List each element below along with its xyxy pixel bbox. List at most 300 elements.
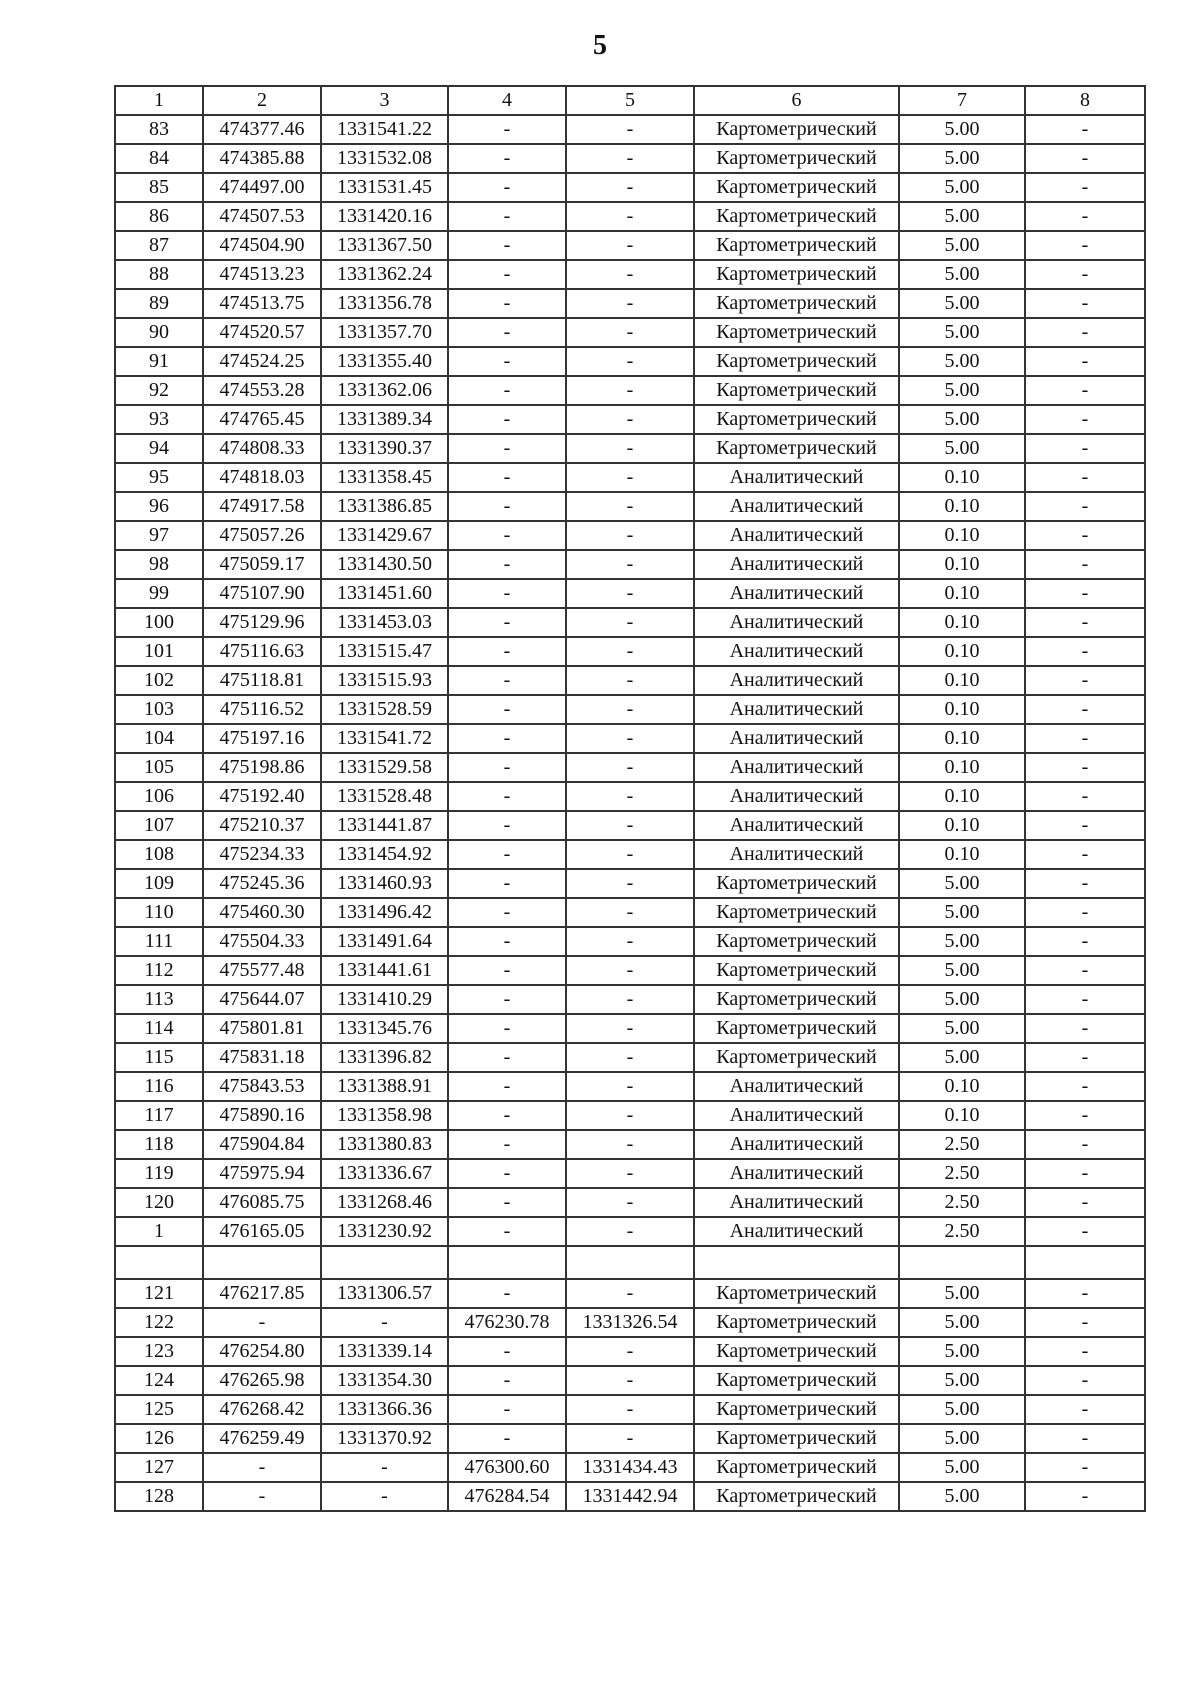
- table-row: [115, 956, 1145, 985]
- x-coordinate-alt-cell: -: [448, 144, 566, 173]
- x-coordinate-alt-cell: -: [448, 840, 566, 869]
- y-coordinate-cell: 1331306.57: [321, 1279, 448, 1308]
- note-cell: -: [1025, 840, 1145, 869]
- x-coordinate-cell: 476259.49: [203, 1424, 321, 1453]
- accuracy-cell: 5.00: [899, 1279, 1025, 1308]
- x-coordinate-cell: 475059.17: [203, 550, 321, 579]
- note-cell: -: [1025, 1366, 1145, 1395]
- y-coordinate-cell: 1331528.48: [321, 782, 448, 811]
- accuracy-cell: 5.00: [899, 956, 1025, 985]
- table-row: [115, 608, 1145, 637]
- accuracy-cell: 5.00: [899, 1453, 1025, 1482]
- x-coordinate-alt-cell: -: [448, 347, 566, 376]
- point-number-cell: 93: [115, 405, 203, 434]
- x-coordinate-alt-cell: [448, 1246, 566, 1279]
- x-coordinate-alt-cell: -: [448, 1366, 566, 1395]
- method-cell: Аналитический: [694, 550, 899, 579]
- x-coordinate-alt-cell: -: [448, 1188, 566, 1217]
- column-header: 6: [694, 86, 899, 115]
- accuracy-cell: 5.00: [899, 289, 1025, 318]
- table-row: [115, 231, 1145, 260]
- x-coordinate-cell: -: [203, 1482, 321, 1511]
- y-coordinate-alt-cell: -: [566, 956, 694, 985]
- method-cell: Аналитический: [694, 840, 899, 869]
- method-cell: Картометрический: [694, 1279, 899, 1308]
- accuracy-cell: 5.00: [899, 1482, 1025, 1511]
- note-cell: [1025, 1246, 1145, 1279]
- x-coordinate-cell: 474504.90: [203, 231, 321, 260]
- note-cell: -: [1025, 231, 1145, 260]
- y-coordinate-cell: 1331362.06: [321, 376, 448, 405]
- table-row: [115, 1424, 1145, 1453]
- point-number-cell: 92: [115, 376, 203, 405]
- note-cell: -: [1025, 724, 1145, 753]
- x-coordinate-alt-cell: -: [448, 202, 566, 231]
- x-coordinate-alt-cell: -: [448, 521, 566, 550]
- column-header: 4: [448, 86, 566, 115]
- method-cell: Картометрический: [694, 1424, 899, 1453]
- point-number-cell: 127: [115, 1453, 203, 1482]
- x-coordinate-cell: 475975.94: [203, 1159, 321, 1188]
- note-cell: -: [1025, 1424, 1145, 1453]
- x-coordinate-alt-cell: -: [448, 1395, 566, 1424]
- accuracy-cell: 5.00: [899, 347, 1025, 376]
- table-row: [115, 1366, 1145, 1395]
- accuracy-cell: 5.00: [899, 1308, 1025, 1337]
- point-number-cell: 119: [115, 1159, 203, 1188]
- point-number-cell: 87: [115, 231, 203, 260]
- method-cell: Картометрический: [694, 376, 899, 405]
- y-coordinate-cell: 1331460.93: [321, 869, 448, 898]
- accuracy-cell: [899, 1246, 1025, 1279]
- note-cell: -: [1025, 637, 1145, 666]
- x-coordinate-cell: 474507.53: [203, 202, 321, 231]
- y-coordinate-alt-cell: -: [566, 1188, 694, 1217]
- table-row: [115, 463, 1145, 492]
- table-row: [115, 927, 1145, 956]
- x-coordinate-cell: 474553.28: [203, 376, 321, 405]
- table-row: [115, 289, 1145, 318]
- x-coordinate-cell: 474765.45: [203, 405, 321, 434]
- table-row: [115, 550, 1145, 579]
- table-row: [115, 347, 1145, 376]
- table-row: [115, 985, 1145, 1014]
- method-cell: Картометрический: [694, 260, 899, 289]
- note-cell: -: [1025, 405, 1145, 434]
- column-header: 5: [566, 86, 694, 115]
- x-coordinate-alt-cell: -: [448, 985, 566, 1014]
- y-coordinate-cell: 1331366.36: [321, 1395, 448, 1424]
- x-coordinate-cell: 476268.42: [203, 1395, 321, 1424]
- column-header: 3: [321, 86, 448, 115]
- x-coordinate-alt-cell: -: [448, 405, 566, 434]
- x-coordinate-cell: 475801.81: [203, 1014, 321, 1043]
- method-cell: Картометрический: [694, 405, 899, 434]
- method-cell: Картометрический: [694, 347, 899, 376]
- point-number-cell: 117: [115, 1101, 203, 1130]
- x-coordinate-alt-cell: -: [448, 550, 566, 579]
- accuracy-cell: 5.00: [899, 1014, 1025, 1043]
- y-coordinate-alt-cell: -: [566, 173, 694, 202]
- x-coordinate-cell: 475118.81: [203, 666, 321, 695]
- table-row: [115, 405, 1145, 434]
- y-coordinate-cell: 1331531.45: [321, 173, 448, 202]
- y-coordinate-cell: 1331370.92: [321, 1424, 448, 1453]
- x-coordinate-alt-cell: -: [448, 231, 566, 260]
- y-coordinate-cell: 1331357.70: [321, 318, 448, 347]
- x-coordinate-alt-cell: -: [448, 1130, 566, 1159]
- method-cell: Аналитический: [694, 492, 899, 521]
- y-coordinate-alt-cell: -: [566, 579, 694, 608]
- accuracy-cell: 0.10: [899, 550, 1025, 579]
- note-cell: -: [1025, 347, 1145, 376]
- note-cell: -: [1025, 1337, 1145, 1366]
- accuracy-cell: 5.00: [899, 144, 1025, 173]
- y-coordinate-alt-cell: -: [566, 115, 694, 144]
- method-cell: Аналитический: [694, 666, 899, 695]
- y-coordinate-alt-cell: -: [566, 492, 694, 521]
- y-coordinate-cell: 1331367.50: [321, 231, 448, 260]
- x-coordinate-cell: 475234.33: [203, 840, 321, 869]
- table-row: [115, 1130, 1145, 1159]
- y-coordinate-cell: 1331515.93: [321, 666, 448, 695]
- accuracy-cell: 0.10: [899, 492, 1025, 521]
- x-coordinate-cell: 475116.63: [203, 637, 321, 666]
- point-number-cell: 103: [115, 695, 203, 724]
- accuracy-cell: 5.00: [899, 173, 1025, 202]
- y-coordinate-cell: 1331453.03: [321, 608, 448, 637]
- method-cell: Картометрический: [694, 1308, 899, 1337]
- point-number-cell: 106: [115, 782, 203, 811]
- point-number-cell: 123: [115, 1337, 203, 1366]
- y-coordinate-alt-cell: -: [566, 1159, 694, 1188]
- method-cell: Картометрический: [694, 956, 899, 985]
- y-coordinate-alt-cell: -: [566, 521, 694, 550]
- x-coordinate-cell: 475504.33: [203, 927, 321, 956]
- table-row: [115, 173, 1145, 202]
- note-cell: -: [1025, 869, 1145, 898]
- x-coordinate-cell: 474497.00: [203, 173, 321, 202]
- x-coordinate-cell: 475210.37: [203, 811, 321, 840]
- note-cell: -: [1025, 898, 1145, 927]
- point-number-cell: 128: [115, 1482, 203, 1511]
- y-coordinate-alt-cell: -: [566, 318, 694, 347]
- x-coordinate-cell: 476265.98: [203, 1366, 321, 1395]
- table-row: [115, 115, 1145, 144]
- y-coordinate-alt-cell: -: [566, 289, 694, 318]
- y-coordinate-alt-cell: -: [566, 550, 694, 579]
- accuracy-cell: 0.10: [899, 724, 1025, 753]
- x-coordinate-cell: 475116.52: [203, 695, 321, 724]
- note-cell: -: [1025, 173, 1145, 202]
- method-cell: Картометрический: [694, 1453, 899, 1482]
- point-number-cell: 111: [115, 927, 203, 956]
- x-coordinate-cell: 475192.40: [203, 782, 321, 811]
- table-row: [115, 1043, 1145, 1072]
- y-coordinate-alt-cell: -: [566, 927, 694, 956]
- point-number-cell: 85: [115, 173, 203, 202]
- column-header: 7: [899, 86, 1025, 115]
- note-cell: -: [1025, 376, 1145, 405]
- table-row: [115, 202, 1145, 231]
- point-number-cell: 100: [115, 608, 203, 637]
- y-coordinate-alt-cell: -: [566, 260, 694, 289]
- table-row: [115, 695, 1145, 724]
- table-row: [115, 637, 1145, 666]
- point-number-cell: 110: [115, 898, 203, 927]
- table-row: [115, 1279, 1145, 1308]
- point-number-cell: 105: [115, 753, 203, 782]
- note-cell: -: [1025, 985, 1145, 1014]
- y-coordinate-cell: -: [321, 1482, 448, 1511]
- y-coordinate-alt-cell: -: [566, 840, 694, 869]
- table-row: [115, 318, 1145, 347]
- note-cell: -: [1025, 289, 1145, 318]
- y-coordinate-alt-cell: 1331442.94: [566, 1482, 694, 1511]
- note-cell: -: [1025, 695, 1145, 724]
- x-coordinate-cell: -: [203, 1308, 321, 1337]
- method-cell: Картометрический: [694, 1482, 899, 1511]
- y-coordinate-cell: 1331420.16: [321, 202, 448, 231]
- accuracy-cell: 5.00: [899, 985, 1025, 1014]
- point-number-cell: 125: [115, 1395, 203, 1424]
- point-number-cell: 116: [115, 1072, 203, 1101]
- method-cell: Картометрический: [694, 434, 899, 463]
- method-cell: Картометрический: [694, 1337, 899, 1366]
- y-coordinate-cell: 1331354.30: [321, 1366, 448, 1395]
- method-cell: Аналитический: [694, 1072, 899, 1101]
- point-number-cell: 96: [115, 492, 203, 521]
- point-number-cell: 89: [115, 289, 203, 318]
- accuracy-cell: 0.10: [899, 1072, 1025, 1101]
- y-coordinate-alt-cell: -: [566, 724, 694, 753]
- accuracy-cell: 5.00: [899, 1366, 1025, 1395]
- y-coordinate-alt-cell: -: [566, 1043, 694, 1072]
- y-coordinate-cell: 1331358.98: [321, 1101, 448, 1130]
- table-row: [115, 376, 1145, 405]
- accuracy-cell: 5.00: [899, 231, 1025, 260]
- note-cell: -: [1025, 1101, 1145, 1130]
- point-number-cell: 122: [115, 1308, 203, 1337]
- x-coordinate-cell: 476165.05: [203, 1217, 321, 1246]
- x-coordinate-cell: 474818.03: [203, 463, 321, 492]
- accuracy-cell: 0.10: [899, 637, 1025, 666]
- x-coordinate-cell: 475057.26: [203, 521, 321, 550]
- accuracy-cell: 5.00: [899, 898, 1025, 927]
- method-cell: Картометрический: [694, 1366, 899, 1395]
- column-header: 1: [115, 86, 203, 115]
- y-coordinate-alt-cell: -: [566, 1101, 694, 1130]
- point-number-cell: 91: [115, 347, 203, 376]
- y-coordinate-alt-cell: -: [566, 608, 694, 637]
- accuracy-cell: 2.50: [899, 1130, 1025, 1159]
- y-coordinate-alt-cell: -: [566, 1366, 694, 1395]
- y-coordinate-cell: 1331345.76: [321, 1014, 448, 1043]
- accuracy-cell: 0.10: [899, 782, 1025, 811]
- x-coordinate-cell: 476085.75: [203, 1188, 321, 1217]
- y-coordinate-cell: 1331230.92: [321, 1217, 448, 1246]
- x-coordinate-cell: 475129.96: [203, 608, 321, 637]
- method-cell: Картометрический: [694, 144, 899, 173]
- note-cell: -: [1025, 115, 1145, 144]
- x-coordinate-cell: 475843.53: [203, 1072, 321, 1101]
- note-cell: -: [1025, 1308, 1145, 1337]
- column-header: 2: [203, 86, 321, 115]
- page-number: 5: [593, 30, 607, 61]
- y-coordinate-alt-cell: -: [566, 695, 694, 724]
- table-row: [115, 434, 1145, 463]
- table-row: [115, 492, 1145, 521]
- method-cell: Картометрический: [694, 318, 899, 347]
- table-row: [115, 1482, 1145, 1511]
- table-header-row: [115, 86, 1145, 115]
- note-cell: -: [1025, 550, 1145, 579]
- point-number-cell: 112: [115, 956, 203, 985]
- method-cell: Аналитический: [694, 753, 899, 782]
- y-coordinate-cell: 1331336.67: [321, 1159, 448, 1188]
- x-coordinate-alt-cell: -: [448, 695, 566, 724]
- y-coordinate-alt-cell: -: [566, 753, 694, 782]
- table-row: [115, 1014, 1145, 1043]
- y-coordinate-alt-cell: -: [566, 1424, 694, 1453]
- x-coordinate-alt-cell: -: [448, 1337, 566, 1366]
- method-cell: [694, 1246, 899, 1279]
- accuracy-cell: 5.00: [899, 1424, 1025, 1453]
- note-cell: -: [1025, 1072, 1145, 1101]
- y-coordinate-cell: 1331515.47: [321, 637, 448, 666]
- x-coordinate-cell: 474524.25: [203, 347, 321, 376]
- method-cell: Картометрический: [694, 289, 899, 318]
- point-number-cell: 114: [115, 1014, 203, 1043]
- accuracy-cell: 5.00: [899, 405, 1025, 434]
- accuracy-cell: 5.00: [899, 1337, 1025, 1366]
- x-coordinate-cell: 474808.33: [203, 434, 321, 463]
- x-coordinate-alt-cell: -: [448, 492, 566, 521]
- accuracy-cell: 0.10: [899, 463, 1025, 492]
- x-coordinate-alt-cell: 476230.78: [448, 1308, 566, 1337]
- x-coordinate-cell: 474513.23: [203, 260, 321, 289]
- x-coordinate-cell: 475890.16: [203, 1101, 321, 1130]
- table-row: [115, 782, 1145, 811]
- x-coordinate-alt-cell: -: [448, 1217, 566, 1246]
- method-cell: Картометрический: [694, 173, 899, 202]
- accuracy-cell: 2.50: [899, 1159, 1025, 1188]
- accuracy-cell: 5.00: [899, 376, 1025, 405]
- y-coordinate-alt-cell: -: [566, 231, 694, 260]
- note-cell: -: [1025, 927, 1145, 956]
- note-cell: -: [1025, 956, 1145, 985]
- note-cell: -: [1025, 782, 1145, 811]
- method-cell: Аналитический: [694, 1159, 899, 1188]
- x-coordinate-alt-cell: -: [448, 608, 566, 637]
- x-coordinate-alt-cell: 476284.54: [448, 1482, 566, 1511]
- note-cell: -: [1025, 753, 1145, 782]
- accuracy-cell: 2.50: [899, 1188, 1025, 1217]
- table-row: [115, 1246, 1145, 1279]
- y-coordinate-cell: 1331380.83: [321, 1130, 448, 1159]
- method-cell: Аналитический: [694, 1217, 899, 1246]
- accuracy-cell: 5.00: [899, 1395, 1025, 1424]
- table-row: [115, 1159, 1145, 1188]
- method-cell: Аналитический: [694, 1130, 899, 1159]
- x-coordinate-cell: 476217.85: [203, 1279, 321, 1308]
- y-coordinate-cell: 1331362.24: [321, 260, 448, 289]
- y-coordinate-cell: 1331491.64: [321, 927, 448, 956]
- x-coordinate-alt-cell: -: [448, 376, 566, 405]
- table-row: [115, 869, 1145, 898]
- accuracy-cell: 5.00: [899, 260, 1025, 289]
- y-coordinate-alt-cell: -: [566, 463, 694, 492]
- point-number-cell: 109: [115, 869, 203, 898]
- accuracy-cell: 5.00: [899, 1043, 1025, 1072]
- table-row: [115, 898, 1145, 927]
- y-coordinate-cell: 1331532.08: [321, 144, 448, 173]
- point-number-cell: 124: [115, 1366, 203, 1395]
- point-number-cell: 98: [115, 550, 203, 579]
- point-number-cell: 101: [115, 637, 203, 666]
- table-row: [115, 579, 1145, 608]
- method-cell: Аналитический: [694, 811, 899, 840]
- point-number-cell: 90: [115, 318, 203, 347]
- method-cell: Картометрический: [694, 231, 899, 260]
- x-coordinate-cell: 475577.48: [203, 956, 321, 985]
- note-cell: -: [1025, 1279, 1145, 1308]
- y-coordinate-cell: 1331390.37: [321, 434, 448, 463]
- y-coordinate-alt-cell: -: [566, 1337, 694, 1366]
- method-cell: Аналитический: [694, 724, 899, 753]
- x-coordinate-alt-cell: -: [448, 1014, 566, 1043]
- method-cell: Аналитический: [694, 637, 899, 666]
- y-coordinate-cell: 1331541.72: [321, 724, 448, 753]
- note-cell: -: [1025, 463, 1145, 492]
- x-coordinate-alt-cell: -: [448, 1072, 566, 1101]
- y-coordinate-cell: -: [321, 1453, 448, 1482]
- accuracy-cell: 5.00: [899, 927, 1025, 956]
- y-coordinate-alt-cell: -: [566, 1130, 694, 1159]
- note-cell: -: [1025, 434, 1145, 463]
- point-number-cell: 121: [115, 1279, 203, 1308]
- method-cell: Аналитический: [694, 463, 899, 492]
- table-row: [115, 144, 1145, 173]
- method-cell: Картометрический: [694, 927, 899, 956]
- method-cell: Картометрический: [694, 1043, 899, 1072]
- note-cell: -: [1025, 260, 1145, 289]
- accuracy-cell: 0.10: [899, 1101, 1025, 1130]
- y-coordinate-alt-cell: -: [566, 1072, 694, 1101]
- point-number-cell: 118: [115, 1130, 203, 1159]
- x-coordinate-alt-cell: -: [448, 115, 566, 144]
- x-coordinate-alt-cell: -: [448, 811, 566, 840]
- method-cell: Картометрический: [694, 985, 899, 1014]
- y-coordinate-cell: 1331451.60: [321, 579, 448, 608]
- table-row: [115, 521, 1145, 550]
- method-cell: Картометрический: [694, 1395, 899, 1424]
- y-coordinate-cell: 1331396.82: [321, 1043, 448, 1072]
- table-row: [115, 1217, 1145, 1246]
- point-number-cell: 113: [115, 985, 203, 1014]
- table-row: [115, 724, 1145, 753]
- y-coordinate-alt-cell: -: [566, 782, 694, 811]
- note-cell: -: [1025, 1453, 1145, 1482]
- y-coordinate-alt-cell: -: [566, 376, 694, 405]
- method-cell: Картометрический: [694, 202, 899, 231]
- accuracy-cell: 5.00: [899, 434, 1025, 463]
- accuracy-cell: 5.00: [899, 115, 1025, 144]
- y-coordinate-alt-cell: 1331326.54: [566, 1308, 694, 1337]
- accuracy-cell: 2.50: [899, 1217, 1025, 1246]
- y-coordinate-cell: 1331541.22: [321, 115, 448, 144]
- note-cell: -: [1025, 521, 1145, 550]
